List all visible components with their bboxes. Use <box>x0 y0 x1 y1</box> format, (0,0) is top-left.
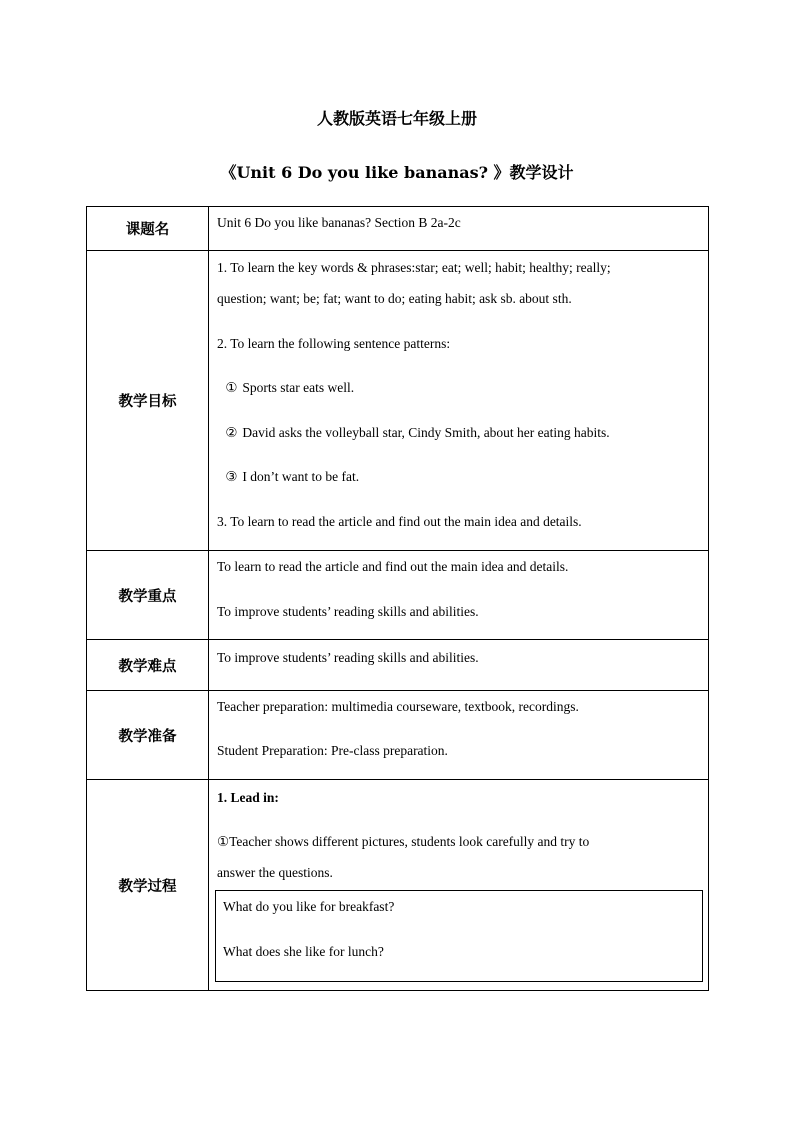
row-label-objectives: 教学目标 <box>87 251 209 551</box>
process-line: ①Teacher shows different pictures, students look carefully and try to <box>217 834 590 849</box>
circled-number: ③ <box>225 469 238 484</box>
row-content-difficult-points <box>209 640 709 691</box>
document-subtitle: 《Unit 6 Do you like bananas? 》教学设计 <box>220 163 574 182</box>
circled-number: ② <box>225 425 238 440</box>
row-label-process: 教学过程 <box>87 780 209 991</box>
row-content-key-points <box>209 551 709 640</box>
document-title: 人教版英语七年级上册 <box>316 109 477 128</box>
table-row-difficult-points <box>87 640 709 691</box>
objective-line: 2. To learn the following sentence patterns: <box>217 336 451 351</box>
sentence-pattern <box>217 422 700 444</box>
question-box <box>215 890 703 982</box>
objective-line: 1. To learn the key words & phrases:star; eat; well; habit; healthy; really; <box>217 260 611 275</box>
table-row-topic <box>87 207 709 251</box>
preparation-line: Student Preparation: Pre-class preparation. <box>217 743 448 758</box>
row-content-preparation <box>209 691 709 780</box>
objective-line: 3. To learn to read the article and find out the main idea and details. <box>217 514 582 529</box>
question-line: What does she like for lunch? <box>223 944 384 959</box>
sentence-text: I don’t want to be fat. <box>242 469 360 484</box>
table-row-preparation <box>87 691 709 780</box>
row-label-key-points: 教学重点 <box>87 551 209 640</box>
process-heading: 1. Lead in: <box>217 790 279 805</box>
key-point-line: To learn to read the article and find out the main idea and details. <box>217 559 569 574</box>
sentence-pattern <box>217 377 700 399</box>
row-content-process <box>209 780 709 991</box>
sentence-text: David asks the volleyball star, Cindy Smith, about her eating habits. <box>242 425 610 440</box>
row-content-objectives <box>209 251 709 551</box>
sentence-pattern <box>217 466 700 488</box>
question-line: What do you like for breakfast? <box>223 899 395 914</box>
row-label-topic: 课题名 <box>87 207 209 251</box>
circled-number: ① <box>225 380 238 395</box>
row-label-difficult-points: 教学难点 <box>87 640 209 691</box>
process-line: answer the questions. <box>217 865 333 880</box>
topic-text: Unit 6 Do you like bananas? Section B 2a-2c <box>217 215 461 230</box>
row-label-preparation: 教学准备 <box>87 691 209 780</box>
table-row-objectives <box>87 251 709 551</box>
row-content-topic <box>209 207 709 251</box>
lesson-plan-table <box>86 206 709 991</box>
table-row-process <box>87 780 709 991</box>
objective-line: question; want; be; fat; want to do; eating habit; ask sb. about sth. <box>217 291 572 306</box>
difficult-point-line: To improve students’ reading skills and abilities. <box>217 650 479 665</box>
sentence-text: Sports star eats well. <box>242 380 355 395</box>
table-row-key-points <box>87 551 709 640</box>
key-point-line: To improve students’ reading skills and abilities. <box>217 604 479 619</box>
preparation-line: Teacher preparation: multimedia courseware, textbook, recordings. <box>217 699 579 714</box>
